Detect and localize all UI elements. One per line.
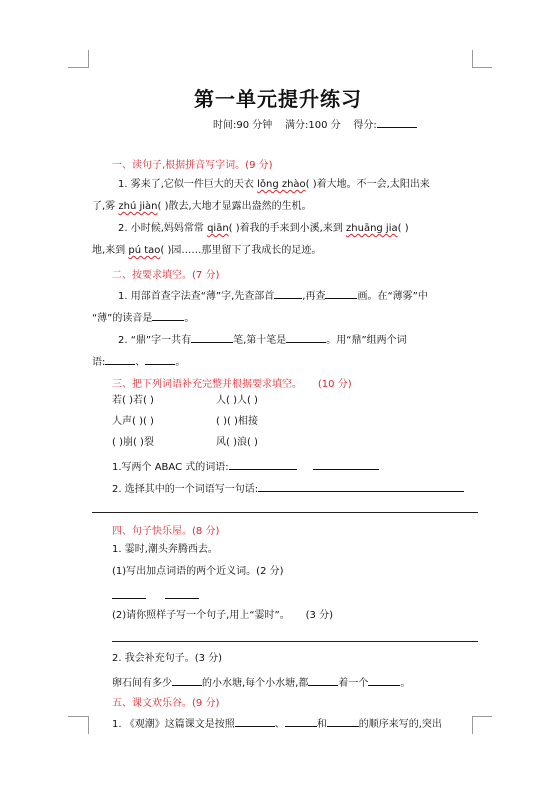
q4-line-3 (112, 610, 333, 622)
exam-meta (213, 116, 417, 131)
answer-blank[interactable] (165, 588, 199, 599)
q2-line-1 (118, 288, 428, 303)
q1-text: ( )散去,大地才显露出盎然的生机。 (157, 201, 312, 212)
answer-blank[interactable] (368, 675, 400, 686)
q5-text: 1. 《观潮》这篇课文是按照 (112, 719, 235, 730)
q2-line-2 (92, 310, 194, 325)
q5-text: 、 (274, 719, 285, 730)
answer-line[interactable] (92, 512, 478, 513)
q3-line-abac (112, 459, 379, 474)
pinyin-zhujian: zhú jiàn (118, 201, 158, 212)
pinyin-zhuangjia: zhuāng jia (346, 223, 398, 234)
pinyin-putao: pú tao (128, 245, 161, 256)
answer-blank[interactable] (313, 459, 379, 470)
q2-text: 画。在“薄雾”中 (357, 291, 428, 302)
pinyin-qian: qiān (207, 223, 229, 234)
crop-mark-top-left-h (68, 67, 88, 68)
q1-line-4 (92, 245, 321, 257)
pinyin-longzhao: lǒng zhào (257, 179, 306, 190)
answer-line[interactable] (112, 641, 478, 642)
q3-word-row-3 (112, 437, 154, 449)
section-2-heading: 二、按要求填空。(7 分) (112, 270, 220, 281)
q2-text: 。 (184, 313, 195, 324)
crop-mark-top-left-v (88, 50, 89, 68)
q2-text: 笔,第十笔是 (233, 335, 287, 346)
q2-text: 、 (135, 357, 146, 368)
idiom-item: ( )( )相接 (216, 416, 258, 427)
q2-text: “薄”的读音是 (92, 313, 153, 324)
q1-text: ( ) (397, 223, 409, 234)
section-5-heading: 五、课文欢乐谷。(9 分) (112, 698, 220, 709)
q3-word-row-3 (216, 437, 258, 449)
answer-blank[interactable] (235, 716, 275, 727)
score-blank[interactable] (377, 118, 417, 128)
q3-word-row-1 (112, 395, 154, 407)
q3-word-row-1 (216, 395, 258, 407)
q4-points: (3 分) (305, 610, 333, 621)
crop-mark-top-right-v (472, 50, 473, 68)
answer-blank[interactable] (105, 354, 135, 365)
q4-line-2 (112, 566, 284, 578)
section-1-heading: 一、读句子,根据拼音写字词。(9 分) (112, 160, 273, 171)
q5-text: 和 (316, 719, 327, 730)
section-3-title: 三、把下列词语补充完整并根据要求填空。 (112, 379, 302, 390)
q1-text: 了,雾 (92, 201, 119, 212)
q1-line-2 (92, 201, 312, 213)
q2-text: ,再查 (302, 291, 326, 302)
q4-line-5 (112, 675, 410, 690)
q3-line-sentence (112, 481, 464, 496)
idiom-item: 若( )若( ) (112, 395, 154, 406)
idiom-item: 风( )浪( ) (216, 437, 258, 448)
answer-blank[interactable] (285, 716, 317, 727)
q2-text: 。 (175, 357, 186, 368)
q4-text: (1)写出加点词语的两个近义词。(2 分) (112, 566, 284, 577)
score-label: 得分: (353, 120, 377, 131)
q4-text: 卵石间有多少 (112, 678, 172, 689)
answer-blank[interactable] (229, 459, 297, 470)
section-3-points: (10 分) (317, 379, 352, 390)
q1-line-1 (118, 179, 430, 191)
q3-word-row-2 (112, 416, 154, 428)
q1-text: ( )园……那里留下了我成长的足迹。 (160, 245, 322, 256)
q2-text: 语: (92, 357, 106, 368)
q5-text: 的顺序来写的,突出 (358, 719, 442, 730)
idiom-item: 人( )人( ) (216, 395, 258, 406)
answer-blank[interactable] (145, 354, 175, 365)
section-4-heading: 四、句子快乐屋。(8 分) (112, 526, 220, 537)
answer-blank[interactable] (152, 310, 184, 321)
q1-text: 地,来到 (92, 245, 129, 256)
q1-text: 2. 小时候,妈妈常常 (118, 223, 208, 234)
section-3-heading (112, 375, 352, 390)
q3-text: 2. 选择其中的一个词语写一句话: (112, 484, 259, 495)
q4-line-1 (112, 544, 218, 556)
answer-blank[interactable] (286, 332, 326, 343)
answer-blank[interactable] (112, 588, 146, 599)
idiom-item: 人声( )( ) (112, 416, 154, 427)
q1-text: ( )着我的手来到小溪,来到 (228, 223, 347, 234)
answer-blank[interactable] (308, 675, 338, 686)
q4-line-4 (112, 653, 222, 665)
crop-mark-bottom-left-v (88, 716, 89, 734)
q4-text: 。 (400, 678, 411, 689)
crop-mark-bottom-left-h (68, 716, 88, 717)
q4-synonym-blanks (112, 588, 199, 603)
full-score-label: 满分:100 分 (285, 120, 341, 131)
q1-text: ( )着大地。不一会,太阳出来 (305, 179, 430, 190)
q1-line-3 (118, 223, 409, 235)
q4-text: 1. 霎时,潮头奔腾西去。 (112, 544, 218, 555)
idiom-item: ( )崩( )裂 (112, 437, 154, 448)
q2-line-3 (118, 332, 407, 347)
q2-text: 。用“鼎”组两个词 (326, 335, 407, 346)
time-label: 时间:90 分钟 (213, 120, 273, 131)
answer-blank[interactable] (191, 332, 233, 343)
q3-text: 1.写两个 ABAC 式的词语: (112, 462, 229, 473)
q4-text: (2)请你照样子写一个句子,用上“霎时”。 (112, 610, 290, 621)
q3-word-row-2 (216, 416, 258, 428)
q4-text: 2. 我会补充句子。(3 分) (112, 653, 223, 664)
crop-mark-bottom-right-v (472, 716, 473, 734)
q1-text: 1. 雾来了,它似一件巨大的天衣 (118, 179, 258, 190)
q4-text: 着一个 (338, 678, 369, 689)
answer-blank[interactable] (258, 481, 464, 492)
q5-line-1 (112, 716, 442, 731)
crop-mark-bottom-right-h (472, 716, 492, 717)
answer-blank[interactable] (172, 675, 202, 686)
q2-line-4 (92, 354, 185, 369)
q2-text: 2. “鼎”字一共有 (118, 335, 192, 346)
answer-blank[interactable] (274, 288, 302, 299)
q4-text: 的小水塘,每个小水塘,都 (202, 678, 309, 689)
answer-blank[interactable] (327, 716, 359, 727)
crop-mark-top-right-h (472, 67, 492, 68)
page-title: 第一单元提升练习 (194, 87, 362, 111)
answer-blank[interactable] (325, 288, 357, 299)
q2-text: 1. 用部首查字法查“薄”字,先查部首 (118, 291, 275, 302)
